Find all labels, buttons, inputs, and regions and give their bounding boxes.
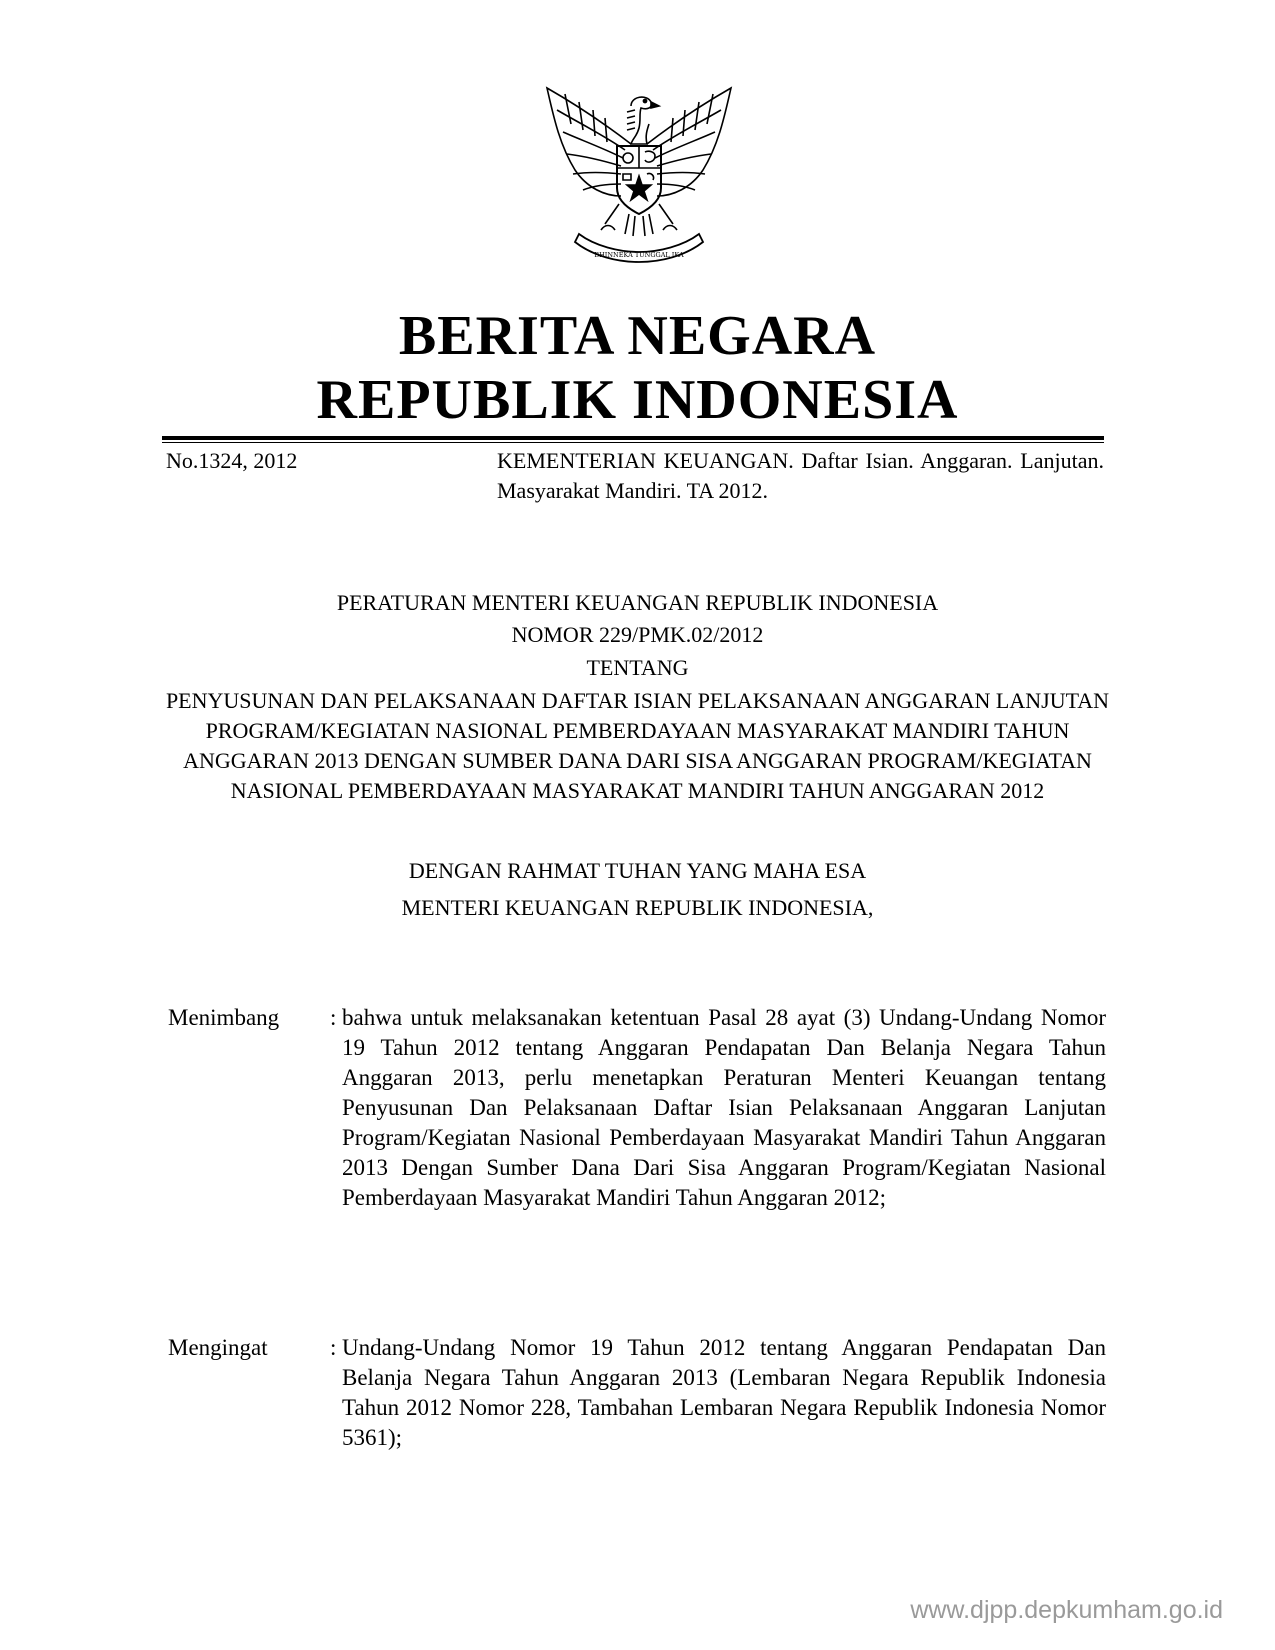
regulation-minister: MENTERI KEUANGAN REPUBLIK INDONESIA,: [401, 895, 874, 920]
source-watermark: www.djpp.depkumham.go.id: [910, 1596, 1223, 1624]
regulation-about: TENTANG: [586, 655, 689, 680]
regulation-number: NOMOR 229/PMK.02/2012: [511, 622, 764, 647]
header-divider-thin: [162, 442, 1104, 443]
regulation-grace: DENGAN RAHMAT TUHAN YANG MAHA ESA: [408, 858, 867, 883]
regulation-subject: PENYUSUNAN DAN PELAKSANAAN DAFTAR ISIAN PELAKSANAAN ANGGARAN LANJUTAN PROGRAM/KEGIATAN NASIONAL PEMBERDAYAAN MASYARAKAT MANDIRI TAHUN ANGGARAN 2013 DENGAN SUMBER DANA DARI SISA ANGGARAN PROGRAM/KEGIATAN NASIONAL PEMBERDAYAAN MASYARAKAT MANDIRI TAHUN ANGGARAN 2012: [165, 688, 1110, 803]
left-wing-icon: [547, 88, 631, 196]
publication-summary: KEMENTERIAN KEUANGAN. Daftar Isian. Anggaran. Lanjutan. Masyarakat Mandiri. TA 2012.: [497, 448, 1104, 503]
right-wing-icon: [647, 88, 731, 196]
clause-label-menimbang: Menimbang: [168, 1005, 280, 1030]
clause-colon: :: [330, 1335, 337, 1360]
clause-label-mengingat: Mengingat: [168, 1335, 268, 1360]
regulation-title: PERATURAN MENTERI KEUANGAN REPUBLIK INDONESIA: [336, 590, 939, 615]
publication-number: No.1324, 2012: [166, 448, 298, 473]
eagle-head-icon: [627, 97, 659, 144]
eagle-tail-icon: [605, 204, 673, 236]
motto-ribbon-icon: [575, 234, 703, 262]
pancasila-shield-icon: [617, 146, 661, 214]
header-divider-thick: [162, 436, 1104, 440]
gazette-title-line-1: BERITA NEGARA: [398, 305, 877, 367]
gazette-title-line-2: REPUBLIK INDONESIA: [316, 369, 959, 431]
clause-colon: :: [330, 1005, 337, 1030]
clause-text-mengingat: Undang-Undang Nomor 19 Tahun 2012 tentang Anggaran Pendapatan Dan Belanja Negara Tahun Anggaran 2013 (Lembaran Negara Republik Indonesia Tahun 2012 Nomor 228, Tambahan Lembaran Negara Republik Indonesia Nomor 5361);: [342, 1335, 1106, 1450]
emblem-motto: BHINNEKA TUNGGAL IKA: [594, 251, 684, 259]
garuda-emblem-icon: [535, 84, 743, 272]
clause-text-menimbang: bahwa untuk melaksanakan ketentuan Pasal 28 ayat (3) Undang-Undang Nomor 19 Tahun 2012 tentang Anggaran Pendapatan Dan Belanja Negara Tahun Anggaran 2013, perlu menetapkan Peraturan Menteri Keuangan tentang Penyusunan Dan Pelaksanaan Daftar Isian Pelaksanaan Anggaran Lanjutan Program/Kegiatan Nasional Pemberdayaan Masyarakat Mandiri Tahun Anggaran 2013 Dengan Sumber Dana Dari Sisa Anggaran Program/Kegiatan Nasional Pemberdayaan Masyarakat Mandiri Tahun Anggaran 2012;: [342, 1005, 1106, 1210]
